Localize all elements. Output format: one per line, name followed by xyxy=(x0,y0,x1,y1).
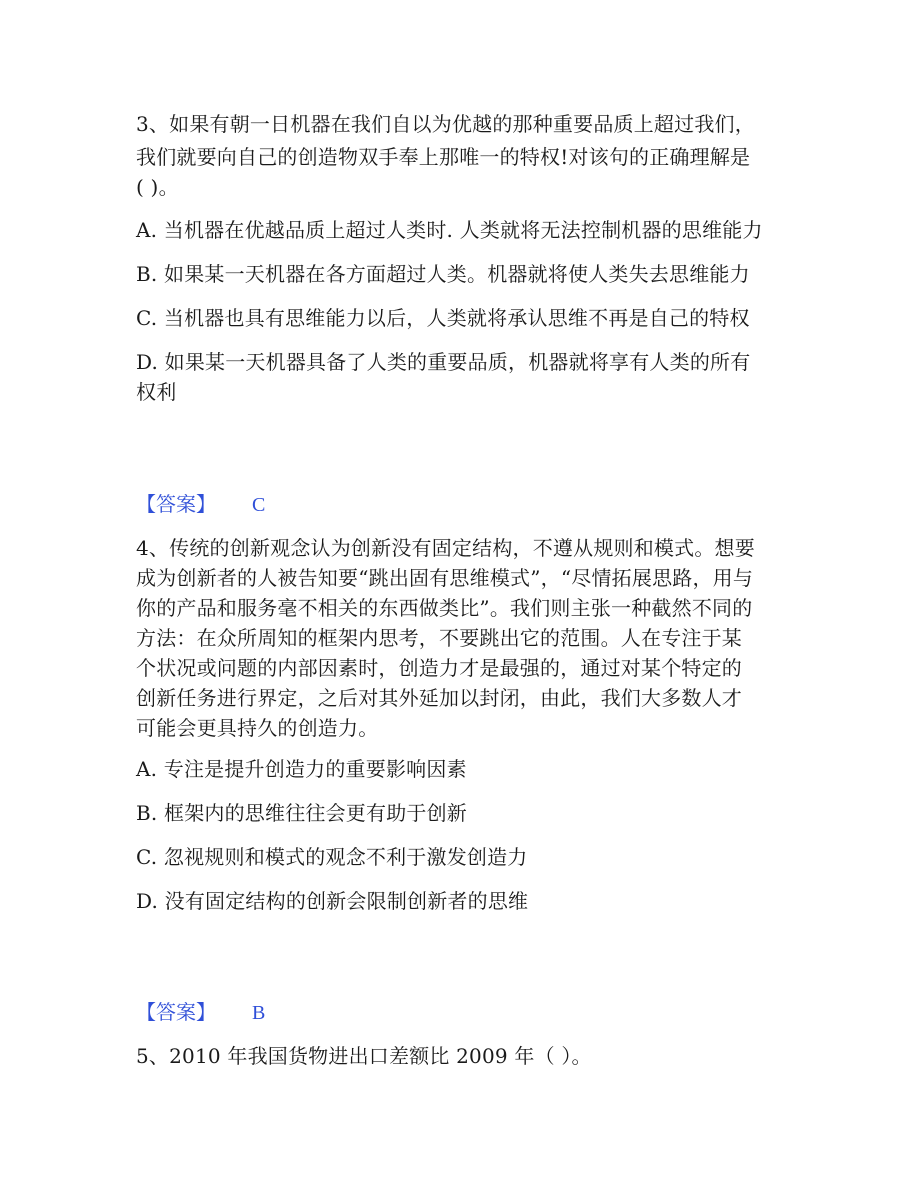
q4-stem-line-4: 方法：在众所周知的框架内思考，不要跳出它的范围。人在专注于某 xyxy=(136,626,742,650)
q4-stem-line-6: 创新任务进行界定，之后对其外延加以封闭，由此，我们大多数人才 xyxy=(136,686,742,710)
q4-stem-line-1: 4、传统的创新观念认为创新没有固定结构，不遵从规则和模式。想要 xyxy=(136,536,755,560)
q5-stem-line-1: 5、2010 年我国货物进出口差额比 2009 年（ ）。 xyxy=(136,1044,592,1068)
q3-option-a: A. 当机器在优越品质上超过人类时. 人类就将无法控制机器的思维能力 xyxy=(136,218,763,242)
q3-stem-line-2: 我们就要向自己的创造物双手奉上那唯一的特权!对该句的正确理解是 xyxy=(136,145,751,169)
answer-label: 【答案】 xyxy=(136,492,216,516)
q3-option-d-cont: 权利 xyxy=(136,380,177,404)
q4-stem-line-3: 你的产品和服务毫不相关的东西做类比”。我们则主张一种截然不同的 xyxy=(136,596,753,620)
q4-stem-line-2: 成为创新者的人被告知要“跳出固有思维模式”，“尽情拓展思路，用与 xyxy=(136,566,754,590)
q4-option-a: A. 专注是提升创造力的重要影响因素 xyxy=(136,757,467,781)
q4-option-b: B. 框架内的思维往往会更有助于创新 xyxy=(136,801,468,825)
q3-option-b: B. 如果某一天机器在各方面超过人类。机器就将使人类失去思维能力 xyxy=(136,262,750,286)
q3-option-d: D. 如果某一天机器具备了人类的重要品质，机器就将享有人类的所有 xyxy=(136,350,751,374)
q3-option-c: C. 当机器也具有思维能力以后，人类就将承认思维不再是自己的特权 xyxy=(136,306,750,330)
q3-stem-line-1: 3、如果有朝一日机器在我们自以为优越的那种重要品质上超过我们， xyxy=(136,112,755,136)
q3-answer xyxy=(136,489,265,520)
q4-option-c: C. 忽视规则和模式的观念不利于激发创造力 xyxy=(136,845,528,869)
q3-stem-line-3: ( )。 xyxy=(136,175,179,199)
q4-answer xyxy=(136,997,265,1028)
q4-option-d: D. 没有固定结构的创新会限制创新者的思维 xyxy=(136,889,529,913)
answer-value: B xyxy=(252,1002,266,1024)
q4-stem-line-7: 可能会更具持久的创造力。 xyxy=(136,716,379,740)
q4-stem-line-5: 个状况或问题的内部因素时，创造力才是最强的，通过对某个特定的 xyxy=(136,656,742,680)
answer-label: 【答案】 xyxy=(136,1000,216,1024)
answer-value: C xyxy=(252,494,266,516)
